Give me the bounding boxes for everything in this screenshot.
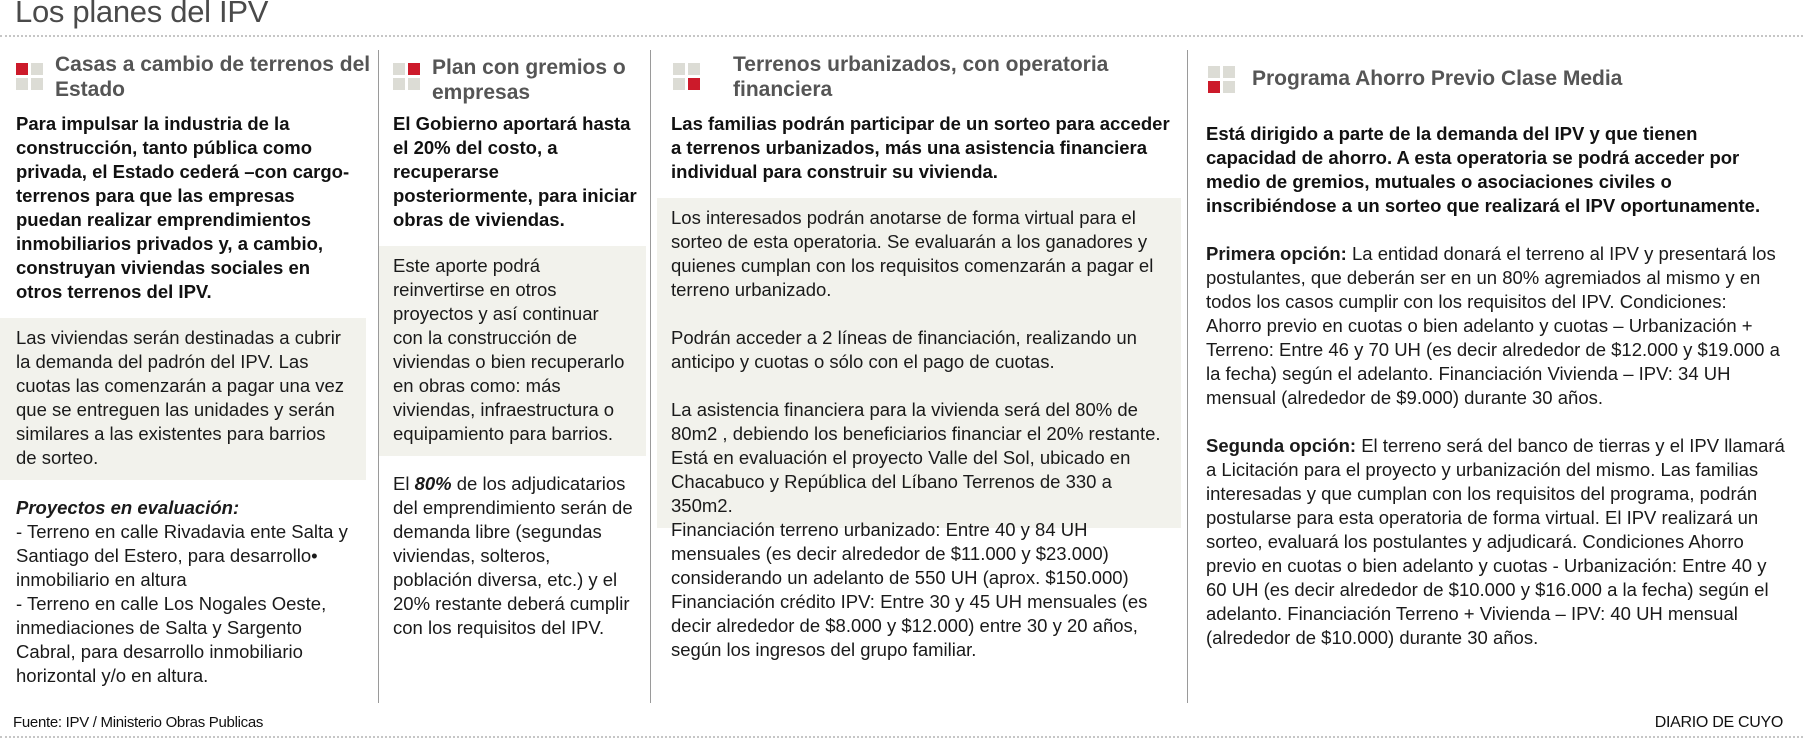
panel-text: Los interesados podrán anotarse de forma virtual para el sorteo de esta operatoria. Se evaluarán a los ganadores y quienes cumplan con los requisitos comenzarán a pagar el terreno urbanizado. xyxy=(671,207,1154,300)
top-divider xyxy=(0,35,1803,37)
shaded-panel xyxy=(379,246,646,456)
bottom-divider xyxy=(0,736,1803,738)
page-title: Los planes del IPV xyxy=(15,0,269,29)
column-lead: El Gobierno aportará hasta el 20% del costo, a recuperarse posteriormente, para iniciar obras de viviendas. xyxy=(393,113,637,230)
option-one-label: Primera opción: xyxy=(1206,243,1347,264)
panel-text: Podrán acceder a 2 líneas de financiación, realizando un anticipo y cuotas o sólo con el pago de cuotas. xyxy=(671,327,1137,372)
squares-icon xyxy=(1208,66,1238,96)
projects-block xyxy=(16,496,361,688)
panel-text: Este aporte podrá reinvertirse en otros proyectos y así continuar con la construcción de viviendas o bien recuperarlo en obras como: más viviendas, infraestructura o equipamiento para barrios. xyxy=(393,255,625,444)
column-header xyxy=(673,50,1183,112)
column-heading: Casas a cambio de terrenos del Estado xyxy=(55,53,371,101)
shaded-panel xyxy=(0,318,366,480)
column-header xyxy=(16,50,371,112)
emphasis-percent: 80% xyxy=(414,473,452,494)
column-heading: Programa Ahorro Previo Clase Media xyxy=(1252,67,1623,90)
project-item: - Terreno en calle Los Nogales Oeste, inmediaciones de Salta y Sargento Cabral, para desarrollo inmobiliario horizontal y/o en altura. xyxy=(16,593,327,686)
source-note: Fuente: IPV / Ministerio Obras Publicas xyxy=(13,714,264,731)
option-two-label: Segunda opción: xyxy=(1206,435,1357,456)
panel-text: La asistencia financiera para la vivienda será del 80% de 80m2 , debiendo los beneficiarios financiar el 20% restante. xyxy=(671,399,1161,444)
plain-text-start: El xyxy=(393,473,415,494)
projects-title: Proyectos en evaluación: xyxy=(16,497,240,518)
panel-text: Está en evaluación el proyecto Valle del Sol, ubicado en Chacabuco y República del Líbano Terrenos de 330 a 350m2. xyxy=(671,447,1131,516)
plain-text-end: de los adjudicatarios del emprendimiento serán de demanda libre (segundas viviendas, solteros, población diversa, etc.) y el 20% restante deberá cumplir con los requisitos del IPV. xyxy=(393,473,633,638)
squares-icon xyxy=(393,63,423,93)
squares-icon xyxy=(673,63,703,93)
shaded-panel xyxy=(657,198,1181,528)
project-item: - Terreno en calle Rivadavia ente Salta y Santiago del Estero, para desarrollo• inmobiliario en altura xyxy=(16,521,348,590)
option-two xyxy=(1206,434,1786,650)
column-ahorro xyxy=(1188,50,1790,705)
column-header xyxy=(1208,50,1790,112)
column-lead: Para impulsar la industria de la construcción, tanto pública como privada, el Estado cederá –con cargo- terrenos para que las empresas puedan realizar emprendimientos inmobiliarios privados y, a cambio, construyan viviendas sociales en otros terrenos del IPV. xyxy=(16,113,350,302)
brand-credit: DIARIO DE CUYO xyxy=(1654,714,1783,731)
column-lead: Está dirigido a parte de la demanda del IPV y que tienen capacidad de ahorro. A esta operatoria se podrá acceder por medio de gremios, mutuales o asociaciones civiles o inscribiéndose a un sorteo que realizará el IPV oportunamente. xyxy=(1206,123,1761,216)
plain-text xyxy=(393,472,633,640)
column-terrenos xyxy=(657,50,1183,705)
column-lead: Las familias podrán participar de un sorteo para acceder a terrenos urbanizados, más una asistencia financiera individual para construir su vivienda. xyxy=(671,113,1170,182)
option-one xyxy=(1206,242,1786,410)
squares-icon xyxy=(16,63,46,93)
column-divider xyxy=(650,50,651,703)
panel-text: Las viviendas serán destinadas a cubrir la demanda del padrón del IPV. Las cuotas las comenzarán a pagar una vez que se entreguen las unidades y serán similares a las existentes para barrios de sorteo. xyxy=(16,327,345,468)
column-heading: Terrenos urbanizados, con operatoria financiera xyxy=(733,53,1109,101)
column-casas xyxy=(0,50,371,705)
column-header xyxy=(393,50,646,112)
option-two-text: El terreno será del banco de tierras y el IPV llamará a Licitación para el proyecto y urbanización del mismo. Las familias interesadas y que cumplan con los requisitos del programa, podrán postularse para esta operatoria de forma virtual. El IPV realizará un sorteo, evaluará los postulantes y adjudicará. Condiciones Ahorro previo en cuotas o bien adelanto y cuotas - Urbanización: Entre 40 y 60 UH (es decir alrededor de $10.000 y $16.000 a la fecha) según el adelanto. Financiación Terreno + Vivienda – IPV: 40 UH mensual (alrededor de $10.000) durante 30 años. xyxy=(1206,435,1785,648)
column-gremios xyxy=(379,50,646,705)
plain-text: Financiación terreno urbanizado: Entre 40 y 84 UH mensuales (es decir alrededor de $11.000 y $23.000) considerando un adelanto de 550 UH (aprox. $150.000) Financiación crédito IPV: Entre 30 y 45 UH mensuales (es decir alrededor de $8.000 y $12.000) entre 30 y 20 años, según los ingresos del grupo familiar. xyxy=(671,519,1148,660)
column-heading: Plan con gremios o empresas xyxy=(432,56,626,104)
option-one-text: La entidad donará el terreno al IPV y presentará los postulantes, que deberán ser en un 80% agremiados al mismo y en todos los casos cumplir con los requisitos del IPV. Condiciones: Ahorro previo en cuotas o bien adelanto y cuotas – Urbanización + Terreno: Entre 46 y 70 UH (es decir alrededor de $12.000 y $19.000 a la fecha) según el adelanto. Financiación Vivienda – IPV: 34 UH mensual (alrededor de $9.000) durante 30 años. xyxy=(1206,243,1780,408)
